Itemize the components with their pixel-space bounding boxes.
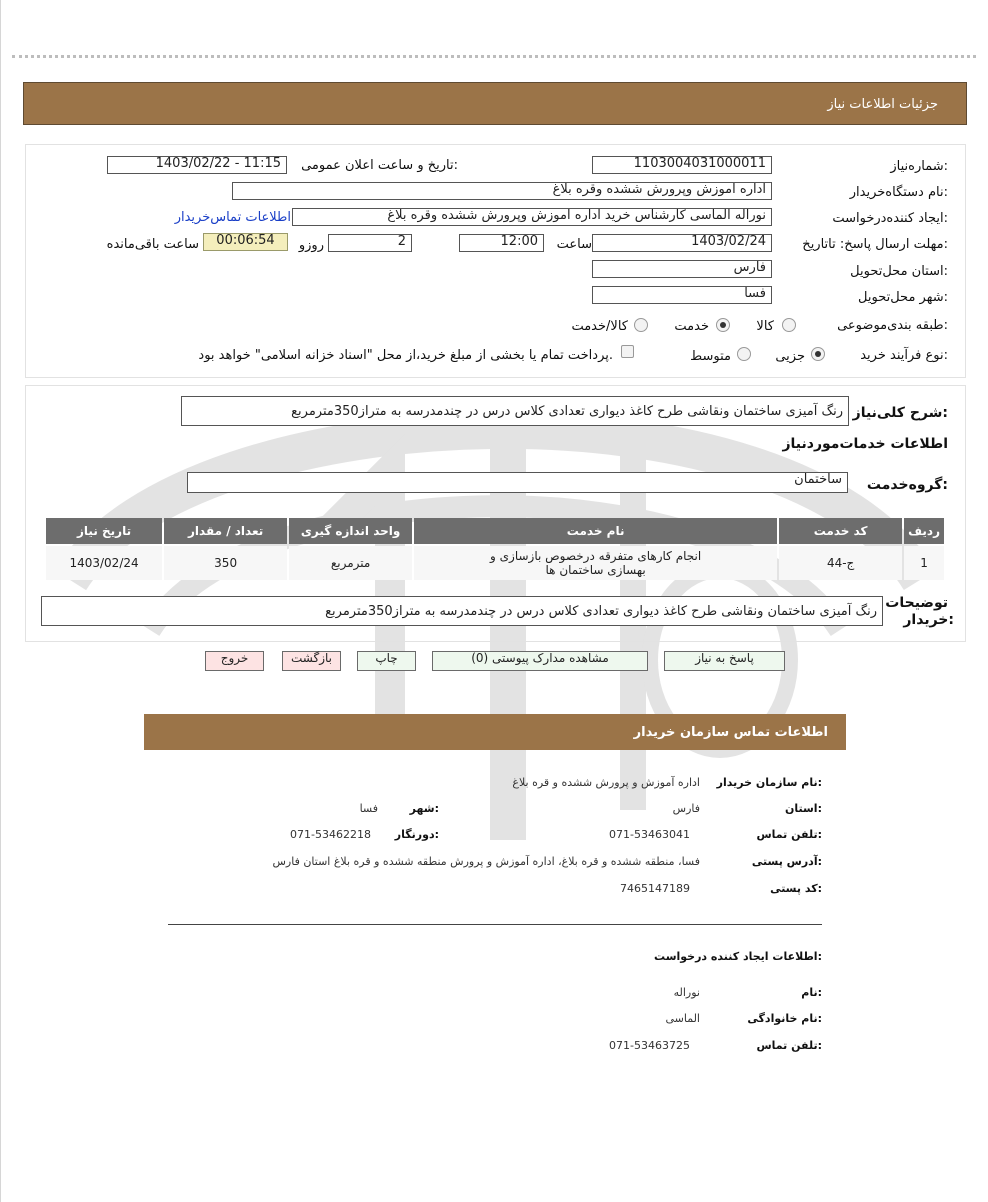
buyer-contact-link[interactable]: اطلاعات تماس‌خریدار [174,210,291,225]
creator-info-title: اطلاعات ایجاد کننده درخواست: [654,950,822,963]
buyer-notes-field[interactable]: رنگ آمیزی ساختمان ونقاشی طرح کاغذ دیواری تعدادی کلاس درس در چندمدرسه به متراز350مترمربع [41,596,883,626]
process-label: نوع فرآیند خرید: [860,348,948,363]
org-label: نام سازمان خریدار: [716,776,822,789]
contact-city-value: فسا [359,802,378,815]
category-option-goods: کالا [756,319,774,334]
treasury-payment-checkbox[interactable] [621,345,634,358]
remaining-time-field: 00:06:54 [203,233,288,251]
contact-phone-label: تلفن تماس: [756,828,822,841]
attachments-button[interactable]: مشاهده مدارک پیوستی (0) [432,651,648,671]
services-section-title: اطلاعات خدمات‌مورد‌نیاز [782,436,948,452]
back-button[interactable]: بازگشت [282,651,341,671]
payment-note: پرداخت تمام یا بخشی از مبلغ خرید،از محل "اسناد خزانه اسلامی" خواهد بود. [198,348,613,363]
top-divider [12,55,976,58]
creator-phone-label: تلفن تماس: [756,1039,822,1052]
col-code: کد خدمت [779,518,902,544]
cell-date: 1403/02/24 [46,546,162,580]
cell-name: انجام کارهای متفرقه درخصوص بازسازی و بهسازی ساختمان ها [414,546,777,580]
service-group-field[interactable]: ساختمان [187,472,848,493]
contact-province-value: فارس [672,802,700,815]
buyer-notes-label-2: خریدار: [903,612,954,628]
services-table [44,516,946,582]
contact-header-bar [144,714,846,750]
cell-quantity: 350 [164,546,287,580]
days-label: روزو [298,238,324,253]
category-radio-service[interactable] [716,318,730,332]
deadline-hour-label: ساعت [556,237,592,252]
exit-button[interactable]: خروج [205,651,264,671]
category-radio-both[interactable] [634,318,648,332]
description-label: شرح کلی‌نیاز: [852,405,948,421]
contact-city-label: شهر: [409,802,439,815]
postal-value: 7465147189 [620,882,690,895]
creator-label: ایجاد کننده‌درخواست: [832,211,948,226]
creator-family-value: الماسی [665,1012,700,1025]
col-date: تاریخ نیاز [46,518,162,544]
deadline-label: مهلت ارسال پاسخ: تاتاریخ: [802,237,948,252]
category-option-both: کالا/خدمت [571,319,628,334]
creator-name-value: نوراله [673,986,700,999]
process-option-medium: متوسط [690,349,731,364]
cell-row: 1 [904,546,944,580]
page-header-title: جزئیات اطلاعات نیاز [827,97,938,112]
city-label: شهر محل‌تحویل: [858,290,948,305]
address-value: فسا، منطقه ششده و قره بلاغ، اداره آموزش و پرورش منطقه ششده و قره بلاغ استان فارس [272,855,700,868]
need-number-label: شماره‌نیاز: [890,159,948,174]
page-header-bar [23,82,967,125]
buyer-org-label: نام دستگاه‌خریدار: [849,185,948,200]
creator-family-label: نام خانوادگی: [747,1012,822,1025]
table-row [46,546,944,580]
category-option-service: خدمت [674,319,709,334]
print-button[interactable]: چاپ [357,651,416,671]
creator-name-label: نام: [801,986,822,999]
remaining-label: ساعت باقی‌مانده [106,237,199,252]
contact-phone-value: 071-53463041 [609,828,690,841]
province-field[interactable]: فارس [592,260,772,278]
address-label: آدرس پستی: [751,855,822,868]
contact-province-label: استان: [784,802,822,815]
col-name: نام خدمت [414,518,777,544]
fax-value: 071-53462218 [290,828,371,841]
page-left-border [0,0,1,1202]
cell-unit: مترمربع [289,546,412,580]
fax-label: دورنگار: [394,828,439,841]
col-quantity: تعداد / مقدار [164,518,287,544]
need-number-field[interactable]: 1103004031000011 [592,156,772,174]
org-value: اداره آموزش و پرورش ششده و قره بلاغ [512,776,700,789]
need-info-panel [25,144,966,378]
city-field[interactable]: فسا [592,286,772,304]
deadline-date-field[interactable]: 1403/02/24 [592,234,772,252]
cell-code: ج-44 [779,546,902,580]
service-group-label: گروه‌خدمت: [866,477,948,493]
col-row: ردیف [904,518,944,544]
description-field[interactable]: رنگ آمیزی ساختمان ونقاشی طرح کاغذ دیواری تعدادی کلاس درس در چندمدرسه به متراز350مترمربع [181,396,849,426]
services-table-header [46,518,944,544]
contact-title: اطلاعات تماس سازمان خریدار [633,725,828,740]
creator-phone-value: 071-53463725 [609,1039,690,1052]
province-label: استان محل‌تحویل: [850,264,948,279]
deadline-hour-field[interactable]: 12:00 [459,234,544,252]
col-unit: واحد اندازه گیری [289,518,412,544]
reply-button[interactable]: پاسخ به نیاز [664,651,785,671]
process-radio-medium[interactable] [737,347,751,361]
category-radio-goods[interactable] [782,318,796,332]
category-label: طبقه بندی‌موضوعی: [837,318,948,333]
days-field[interactable]: 2 [328,234,412,252]
process-option-minor: جزیی [775,349,805,364]
creator-field[interactable]: نوراله الماسی کارشناس خرید اداره آموزش وپرورش ششده وقره بلاغ [292,208,772,226]
buyer-notes-label-1: توضیحات [885,595,948,611]
buyer-org-field[interactable]: اداره آموزش وپرورش ششده وقره بلاغ [232,182,772,200]
process-radio-minor[interactable] [811,347,825,361]
postal-label: کد پستی: [770,882,822,895]
contact-divider [168,924,822,925]
announce-label: تاریخ و ساعت اعلان عمومی: [301,158,458,173]
announce-field[interactable]: 1403/02/22 - 11:15 [107,156,287,174]
